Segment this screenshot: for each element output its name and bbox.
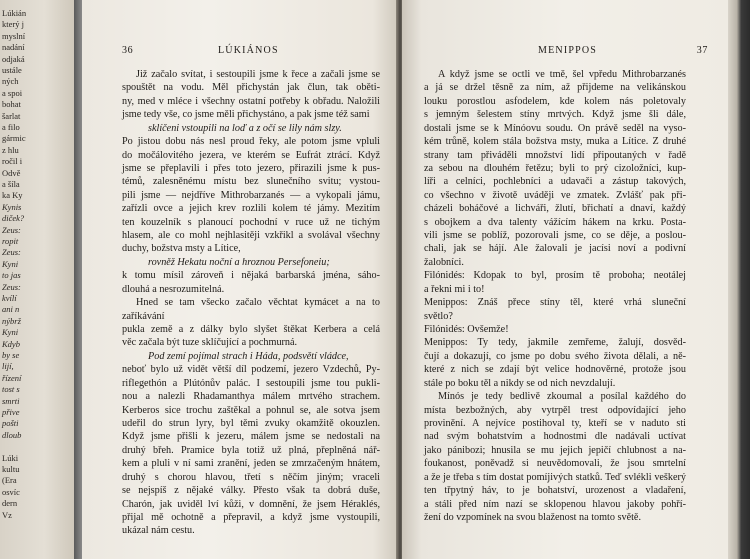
text-line: vili jsme se poblíž, pozorovali jsme, co se děje, a poslou-: [424, 230, 686, 242]
strip-line: lijí,: [2, 361, 14, 372]
paragraph: [424, 269, 686, 296]
text-line: a stáli před ním nazí se sklopenou hlavou jakoby pohří-: [424, 498, 686, 510]
paragraph: [122, 122, 380, 135]
strip-line: to jas: [2, 270, 21, 281]
strip-line: ustále: [2, 65, 22, 75]
text-line: nou a nalezli Rhadamanthya málem mrtvého strachem.: [122, 391, 380, 403]
left-running-title: LÚKIÁNOS: [218, 45, 279, 56]
strip-line: bohat: [2, 99, 21, 110]
text-line: světlo?: [424, 310, 453, 322]
paragraph: [424, 390, 686, 524]
strip-line: kvílí: [2, 293, 17, 303]
text-line: místa bezbožných, aby vytrpěl trest odpovídající jeho: [424, 404, 686, 416]
text-line: A když jsme se octli ve tmě, šel vpředu Mithrobarzanés: [438, 69, 686, 80]
strip-line: ných: [2, 76, 19, 87]
right-running-title: MENIPPOS: [538, 45, 598, 56]
previous-page-strip: [0, 0, 74, 559]
text-line: ten třpytný háv, to je bohatství, urozenost a vladaření,: [424, 485, 686, 497]
strip-line: dloub: [2, 429, 22, 440]
text-line: nad svým bohatstvím a hodnostmi dle nadávali uctívat: [424, 431, 686, 443]
text-line: strany tam přiváděli množství lidí připoutaných v řadě: [424, 149, 686, 161]
text-line: zařízli ovce a jejich krev rozlili kolem té jámy. Mezitím: [122, 203, 380, 215]
text-line: ten kouzelník s planoucí pochodní v ruce už ne tichým: [122, 216, 380, 228]
strip-line: kultu: [2, 464, 20, 474]
text-line: druhý s chorou hlavou, třetí s něčím jiným; vraceli: [122, 471, 380, 483]
text-line: které z nich se zdají být velice hodnověrné, protože jsou: [424, 364, 686, 376]
text-line: Již začalo svítat, i sestoupili jsme k řece a začali jsme se: [136, 69, 380, 80]
right-page-body: [424, 68, 686, 524]
left-page-number: 36: [122, 45, 134, 56]
text-line: chali, jak se hájí. Ale žalovali je jacísi noví a podivní: [424, 243, 686, 255]
text-line: za sebou na dlouhém řetězu; byli to prý cizoložníci, kup-: [424, 162, 686, 174]
text-line: témů, zalesněnému místu bez slunečního svitu; vystou-: [122, 176, 380, 188]
paragraph: [424, 336, 686, 390]
strip-line: ka Ky: [2, 190, 23, 201]
text-line: věc začala být tuze sklíčující a pochmurná.: [122, 337, 298, 349]
text-line: k tomu mísil zároveň i nějaká barbarská jména, sáho-: [122, 270, 380, 282]
strip-line: šarlat: [2, 110, 21, 121]
text-line: líři a celníci, pochlebníci a udavači a zástup takových,: [424, 176, 686, 188]
strip-line: ropit: [2, 236, 19, 246]
strip-line: přive: [2, 407, 20, 417]
text-line: ukázal nám cestu.: [122, 525, 195, 537]
paragraph: [424, 296, 686, 323]
text-line: udeřil do strun lyry, byl těmi zvuky okamžitě okouzlen.: [122, 417, 380, 429]
strip-line: odjaká: [2, 53, 25, 64]
text-line: louku porostlou asfodelem, kde kolem nás poletovaly: [424, 95, 686, 107]
text-line: jsme tedy vše, co jsme měli přichystáno, a pak jsme též sami: [122, 109, 370, 121]
text-line: pili jsme — nejdříve Mithrobarzanés — a vykopali jámu,: [122, 189, 380, 201]
paragraph: [424, 323, 686, 336]
page-stack-shadow: [74, 0, 82, 559]
text-line: Po jistou dobu nás nesl proud řeky, ale potom jsme vpluli: [122, 136, 380, 148]
strip-line: ani n: [2, 304, 20, 315]
strip-line: Kynis: [2, 201, 22, 212]
text-line: hlasem, ale co mohl nejhlasitěji vzkřikl a svolával všechny: [122, 230, 380, 242]
strip-line: ročil i: [2, 156, 23, 167]
paragraph: [122, 296, 380, 350]
left-page-body: [122, 68, 380, 538]
strip-line: Odvě: [2, 167, 21, 178]
text-line: stále po boku těl a nikdy se od nich nevzdalují.: [424, 377, 616, 389]
strip-line: Zeus:: [2, 281, 21, 292]
strip-line: Zeus:: [2, 247, 21, 258]
text-line: Menippos: Ty tedy, jakmile zemřeme, žalují, dosvěd-: [424, 337, 686, 349]
text-line: provinění. A nejvíce postihoval ty, kteří se v naduto sti: [424, 417, 686, 429]
text-line: jsme se přeplavili i přes toto jezero, přirazili jsme k pus-: [122, 162, 380, 174]
strip-line: a filo: [2, 122, 20, 132]
paragraph: [122, 256, 380, 269]
strip-line: pošti: [2, 418, 19, 429]
strip-line: a spoi: [2, 87, 23, 98]
strip-line: nýbrž: [2, 315, 21, 326]
strip-line: Vz: [2, 509, 12, 520]
strip-line: by se: [2, 350, 20, 360]
text-line: duchy, božstva msty a Lítice,: [122, 243, 241, 255]
text-line: Menippos: Znáš přece stíny těl, které vrhá sluneční: [424, 297, 686, 309]
strip-line: který j: [2, 19, 24, 30]
strip-line: Kdyb: [2, 338, 20, 349]
text-line: co všechno v životě uváději ve zmatek. Zvlášť pak při-: [424, 189, 686, 201]
text-line: s obojkem a dva talenty vážícím hákem na krku. Posta-: [424, 216, 686, 228]
left-page: [82, 0, 398, 559]
strip-line: (Era: [2, 475, 17, 486]
strip-line: Kyni: [2, 327, 19, 338]
paragraph: [424, 68, 686, 269]
text-line: jako pánibozi; hnusila se mu jejich jepičí chlubnost a na-: [424, 444, 686, 456]
strip-line: dern: [2, 498, 18, 509]
text-line: riflegethón a Plútónův palác. I sestoupili jsme tou pukli-: [122, 377, 380, 389]
text-line: čují a dokazují, co jsme po dobu svého života dělali, a ně-: [424, 350, 686, 362]
text-line: Pod zemí pojímal strach i Háda, podsvětí vládce,: [148, 350, 349, 362]
text-line: dlouhá a nesrozumitelná.: [122, 283, 225, 295]
text-line: žení do vzpomínek na svou blaženost na tomto světě.: [424, 511, 641, 523]
text-line: sklíčeni vstoupili na loď a z očí se lily nám slzy.: [148, 122, 342, 134]
text-line: druhý břeh. Pramice byla totiž už plná, přeplněná nář-: [122, 444, 380, 456]
text-line: žalobníci.: [424, 256, 464, 268]
text-line: kém trůně, kolem stála božstva msty, muka a Lítice. Z druhé: [424, 136, 686, 148]
strip-line: myslní: [2, 30, 26, 41]
paragraph: [122, 135, 380, 256]
paragraph: [122, 350, 380, 363]
text-line: ny, med v mléce i všechny ostatní potřeby k obřadu. Naložili: [122, 95, 380, 107]
text-line: dostali jsme se k Mínóovu soudu. On právě seděl na vyso-: [424, 122, 686, 134]
strip-line: diček?: [2, 213, 25, 224]
text-line: cházeli boháčové a lichváři, žlutí, břichatí a dnaví, každý: [424, 203, 686, 215]
text-line: Filónidés: Kdopak to byl, prosím tě proboha; neotálej: [424, 270, 686, 282]
text-line: s jemným šelestem stíny mrtvých. Když jsme šli dále,: [424, 109, 686, 121]
paragraph: [122, 269, 380, 296]
right-page: [402, 0, 728, 559]
right-page-number: 37: [696, 45, 708, 56]
text-line: a já se držel těsně za ním, až přijdeme na velikánskou: [424, 82, 686, 94]
text-line: Když jsme přišli k jezeru, málem jsme se nedostali na: [122, 431, 380, 443]
strip-line: osvíc: [2, 486, 20, 497]
text-line: kem a pluli v ní sami zranění, jeden se zmrzačeným hnátem,: [122, 458, 380, 470]
paragraph: [122, 363, 380, 537]
text-line: neboť bylo už vidět větší díl podzemí, jezero Vzdechů, Py-: [122, 364, 380, 376]
text-line: a řekni mi i to!: [424, 283, 485, 295]
text-line: foukanost, poněvadž si neuvědomovali, že jsou smrtelní: [424, 458, 686, 470]
paragraph: [122, 68, 380, 122]
strip-line: a šíla: [2, 179, 20, 189]
text-line: spouštět na vodu. Měl přichystán jak člun, tak oběti-: [122, 82, 380, 94]
text-line: rovněž Hekatu noční a hroznou Persefoneiu;: [148, 256, 330, 268]
page-edge: [728, 0, 750, 559]
strip-line: z hlu: [2, 144, 19, 155]
text-line: Hned se tam všecko začalo věchtat kymácet a na to zaříkávání: [122, 297, 380, 322]
text-line: do močálovitého jezera, ve kterém se Eufrát ztrácí. Když: [122, 149, 380, 161]
text-line: Charón, jak uviděl lví kůži, v domnění, že jsem Héraklés,: [122, 498, 380, 510]
strip-line: nadání: [2, 42, 25, 53]
text-line: Filónidés: Ovšemže!: [424, 324, 509, 336]
text-line: se nejspíš z nějaké války. Přesto však ta dobrá duše,: [122, 485, 380, 497]
text-line: a že je třeba s tím dostat pomíjivých statků. Teď svlékli veškerý: [424, 471, 686, 483]
strip-line: Lúkián: [2, 8, 27, 18]
strip-line: tost s: [2, 384, 20, 395]
strip-line: Lúki: [2, 452, 19, 463]
text-line: Mínós je tedy bedlivě zkoumal a posílal každého do: [438, 391, 686, 403]
text-line: Kerberos sice trochu zaštěkal a pohnul se, ale sotva jsem: [122, 404, 380, 416]
text-line: pukla země a z dálky bylo slyšet štěkat Kerbera a celá: [122, 324, 380, 336]
strip-line: Kyni: [2, 258, 19, 269]
strip-line: řízení: [2, 372, 22, 383]
strip-line: gármic: [2, 133, 26, 144]
text-line: přijal mě ochotně a přepravil, a když jsme vystoupili,: [122, 511, 380, 523]
strip-line: smrti: [2, 395, 20, 406]
strip-line: Zeus:: [2, 224, 21, 235]
